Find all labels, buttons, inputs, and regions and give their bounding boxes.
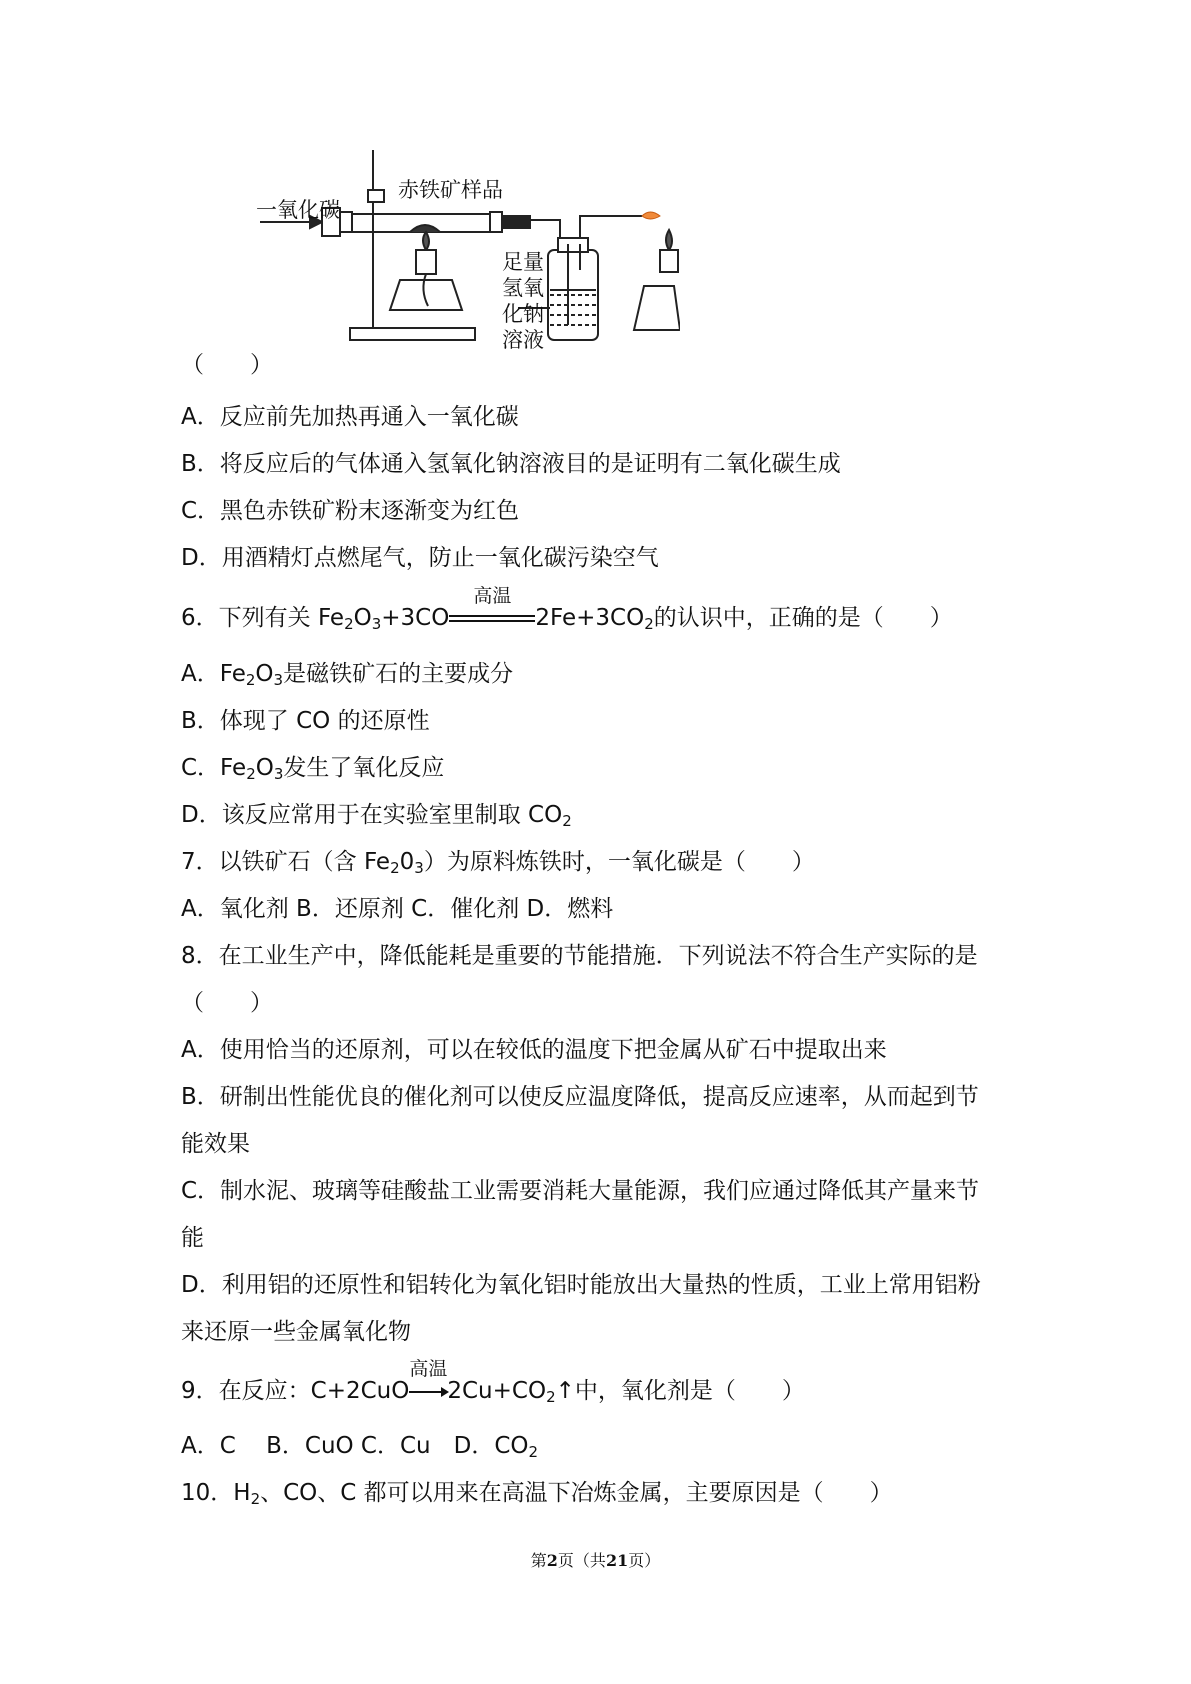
q8-option-c-line1: C．制水泥、玻璃等硅酸盐工业需要消耗大量能源，我们应通过降低其产量来节: [181, 1178, 980, 1204]
q6-option-b: B．体现了 CO 的还原性: [181, 708, 430, 734]
q7-stem-pre: 7．以铁矿石（含 Fe: [181, 849, 391, 875]
footer-page-number: 2: [546, 1551, 558, 1570]
q6-option-a: [181, 659, 513, 689]
footer-post: 页）: [628, 1551, 661, 1570]
q8-option-c-line2: 能: [181, 1225, 204, 1251]
q6-option-a-o: O: [255, 661, 274, 687]
q8-option-d-line2: 来还原一些金属氧化物: [181, 1319, 411, 1345]
q9-stem: [181, 1358, 805, 1406]
q6-option-a-sub3: 3: [273, 671, 284, 689]
q8-option-d-line1: D．利用铝的还原性和铝转化为氧化铝时能放出大量热的性质，工业上常用铝粉: [181, 1272, 981, 1298]
q8-paren: （ ）: [181, 990, 273, 1016]
q6-stem: [181, 585, 953, 633]
q6-option-d-sub2: 2: [562, 812, 572, 830]
q8-option-b-line1: B．研制出性能优良的催化剂可以使反应温度降低，提高反应速率，从而起到节: [181, 1084, 979, 1110]
label-naoh-2: 氢氧: [502, 276, 544, 300]
q9-options: [181, 1431, 538, 1461]
label-naoh-4: 溶液: [502, 328, 544, 352]
q7-sub2: 2: [390, 859, 400, 877]
q7-options: A．氧化剂 B．还原剂 C．催化剂 D．燃料: [181, 896, 614, 922]
q10-sub2: 2: [250, 1490, 261, 1508]
q7-stem-post: ）为原料炼铁时，一氧化碳是（ ）: [423, 849, 815, 875]
q5-option-a: A．反应前先加热再通入一氧化碳: [181, 404, 519, 430]
q6-option-c-pre: C．Fe: [181, 755, 247, 781]
q6-equals-sign: [449, 585, 535, 633]
q6-products: 2Fe+3CO: [535, 605, 645, 631]
q6-option-d: [181, 800, 572, 830]
q6-sub3: 3: [371, 615, 382, 633]
q8-option-b-line2: 能效果: [181, 1131, 250, 1157]
q6-option-c: [181, 753, 444, 783]
label-naoh-3: 化钠: [502, 302, 544, 326]
q9-arrow: [409, 1358, 448, 1406]
footer-mid: 页（共: [557, 1551, 606, 1570]
apparatus-figure: [250, 150, 680, 380]
q9-stem-post: ↑中，氧化剂是（ ）: [555, 1378, 805, 1404]
q9-sub2: 2: [546, 1388, 556, 1406]
footer-total-pages: 21: [605, 1551, 629, 1570]
q5-option-b: B．将反应后的气体通入氢氧化钠溶液目的是证明有二氧化碳生成: [181, 451, 841, 477]
q6-condition: 高温: [473, 585, 512, 607]
q5-option-c: C．黑色赤铁矿粉末逐渐变为红色: [181, 498, 520, 524]
q6-o: O: [353, 605, 372, 631]
q6-option-c-sub3: 3: [273, 765, 284, 783]
q10-stem-pre: 10．H: [181, 1480, 251, 1506]
q6-option-a-post: 是磁铁矿石的主要成分: [283, 661, 514, 687]
q6-option-d-pre: D．该反应常用于在实验室里制取 CO: [181, 802, 563, 828]
q7-stem-mid: 0: [399, 849, 415, 875]
page-footer: [0, 1548, 1191, 1571]
q8-option-a: A．使用恰当的还原剂，可以在较低的温度下把金属从矿石中提取出来: [181, 1037, 887, 1063]
q6-option-c-o: O: [255, 755, 274, 781]
q6-option-c-post: 发生了氧化反应: [283, 755, 445, 781]
q10-stem: [181, 1478, 893, 1508]
label-naoh-1: 足量: [502, 250, 544, 274]
q7-stem: [181, 847, 815, 877]
q6-option-a-pre: A．Fe: [181, 661, 246, 687]
q9-stem-pre: 9．在反应：C+2CuO: [181, 1378, 410, 1404]
q6-plus-co: +3CO: [381, 605, 450, 631]
q6-suffix: 的认识中，正确的是（ ）: [653, 605, 953, 631]
label-sample: 赤铁矿样品: [398, 178, 503, 202]
q8-stem: 8．在工业生产中，降低能耗是重要的节能措施．下列说法不符合生产实际的是: [181, 943, 978, 969]
q6-prefix: 6．下列有关 Fe: [181, 605, 345, 631]
q10-stem-post: 、CO、C 都可以用来在高温下冶炼金属，主要原因是（ ）: [260, 1480, 893, 1506]
q6-sub2: 2: [344, 615, 354, 633]
q9-condition: 高温: [409, 1358, 448, 1380]
q9-options-sub2: 2: [528, 1443, 539, 1461]
q5-option-d: D．用酒精灯点燃尾气，防止一氧化碳污染空气: [181, 545, 659, 571]
q7-sub3: 3: [414, 859, 424, 877]
label-co-inlet: 一氧化碳: [256, 198, 340, 222]
q6-option-c-sub2: 2: [246, 765, 256, 783]
q6-sub2b: 2: [644, 615, 654, 633]
footer-pre: 第: [530, 1551, 547, 1570]
q5-paren: （ ）: [181, 352, 273, 378]
q9-options-text: A．C B．CuO C．Cu D．CO: [181, 1433, 529, 1459]
q9-stem-mid: 2Cu+CO: [447, 1378, 547, 1404]
q6-option-a-sub2: 2: [245, 671, 256, 689]
